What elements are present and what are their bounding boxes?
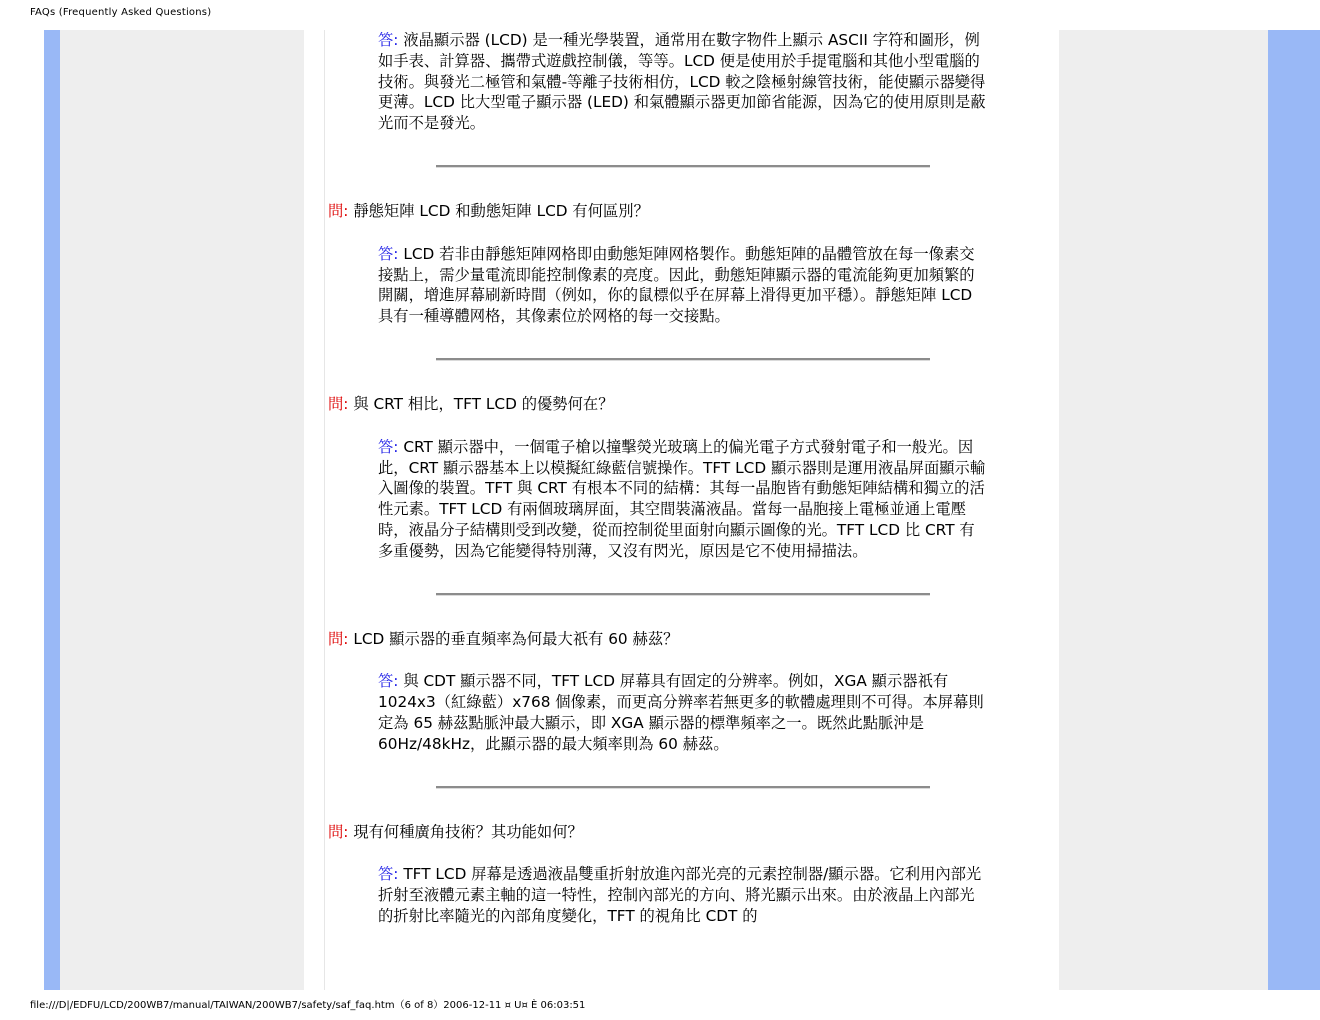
answer-label: 答: (378, 31, 399, 49)
left-blue-column (44, 30, 60, 990)
answer-text: TFT LCD 屏幕是透過液晶雙重折射放進內部光亮的元素控制器/顯示器。它利用內部光折射至液體元素主軸的這一特性，控制內部光的方向、將光顯示出來。由於液晶上內部光的折射比率隨光的內部角度變化，TFT 的視角比 CDT 的 (378, 865, 982, 925)
divider (436, 593, 930, 596)
divider (436, 786, 930, 789)
left-gap (304, 30, 324, 990)
faq-question (328, 394, 990, 415)
question-label: 問: (328, 394, 349, 413)
question-label: 問: (328, 201, 349, 220)
right-sidebar (1059, 30, 1268, 990)
faq-answer (378, 244, 988, 327)
question-label: 問: (328, 629, 349, 648)
faq-answer (378, 671, 988, 754)
faq-question (328, 201, 990, 222)
question-label: 問: (328, 822, 349, 841)
answer-label: 答: (378, 437, 399, 456)
answer-label: 答: (378, 865, 399, 884)
faq-answer (378, 437, 988, 562)
print-footer: file:///D|/EDFU/LCD/200WB7/manual/TAIWAN/200WB7/safety/saf_faq.htm（6 of 8）2006-12-11 ¤ U¤ È 06:03:51 (30, 1000, 586, 1011)
right-blue-column (1268, 30, 1320, 990)
answer-text: 液晶顯示器 (LCD) 是一種光學裝置，通常用在數字物件上顯示 ASCII 字符和圖形，例如手表、計算器、攜帶式遊戲控制儀，等等。LCD 便是使用於手提電腦和其他小型電腦的技術。與發光二極管和氣體-等離子技術相仿，LCD 較之陰極射線管技術，能使顯示器變得更薄。LCD 比大型電子顯示器 (LED) 和氣體顯示器更加節省能源，因為它的使用原則是蔽光而不是發光。 (378, 31, 986, 133)
faq-question (328, 822, 990, 843)
answer-label: 答: (378, 672, 399, 691)
divider (436, 358, 930, 361)
answer-text: CRT 顯示器中，一個電子槍以撞擊熒光玻璃上的偏光電子方式發射電子和一般光。因此，CRT 顯示器基本上以模擬紅綠藍信號操作。TFT LCD 顯示器則是運用液晶屏面顯示輸入圖像的裝置。TFT 與 CRT 有根本不同的結構：其每一晶胞皆有動態矩陣結構和獨立的活性元素。TFT LCD 有兩個玻璃屏面，其空間裝滿液晶。當每一晶胞接上電極並通上電壓時，液晶分子結構則受到改變，從而控制從里面射向顯示圖像的光。TFT LCD 比 CRT 有多重優勢，因為它能變得特別薄，又沒有閃光，原因是它不使用掃描法。 (378, 437, 986, 560)
faq-answer (378, 30, 988, 134)
faq-content (328, 30, 990, 927)
answer-text: LCD 若非由靜態矩陣网格即由動態矩陣网格製作。動態矩陣的晶體管放在每一像素交接點上，需少量電流即能控制像素的亮度。因此，動態矩陣顯示器的電流能夠更加頻繁的開關，增進屏幕刷新時間（例如，你的鼠標似乎在屏幕上滑得更加平穩）。靜態矩陣 LCD 具有一種導體网格，其像素位於网格的每一交接點。 (378, 244, 975, 326)
faq-answer (378, 864, 988, 926)
question-text: 現有何種廣角技術？其功能如何？ (353, 822, 583, 841)
answer-text: 與 CDT 顯示器不同，TFT LCD 屏幕具有固定的分辨率。例如，XGA 顯示器祇有 1024x3（紅綠藍）x768 個像素，而更高分辨率若無更多的軟體處理則不可得。本屏幕則定為 65 赫茲點脈沖最大顯示，即 XGA 顯示器的標準頻率之一。既然此點脈沖是 60Hz/48kHz，此顯示器的最大頻率則為 60 赫茲。 (378, 672, 984, 753)
faq-question (328, 629, 990, 650)
divider (436, 165, 930, 168)
print-header: FAQs (Frequently Asked Questions) (30, 7, 212, 18)
question-text: 與 CRT 相比，TFT LCD 的優勢何在？ (353, 394, 614, 413)
answer-label: 答: (378, 244, 399, 263)
left-sidebar (60, 30, 304, 990)
question-text: 靜態矩陣 LCD 和動態矩陣 LCD 有何區別？ (353, 201, 649, 220)
question-text: LCD 顯示器的垂直頻率為何最大祇有 60 赫茲？ (353, 629, 679, 648)
